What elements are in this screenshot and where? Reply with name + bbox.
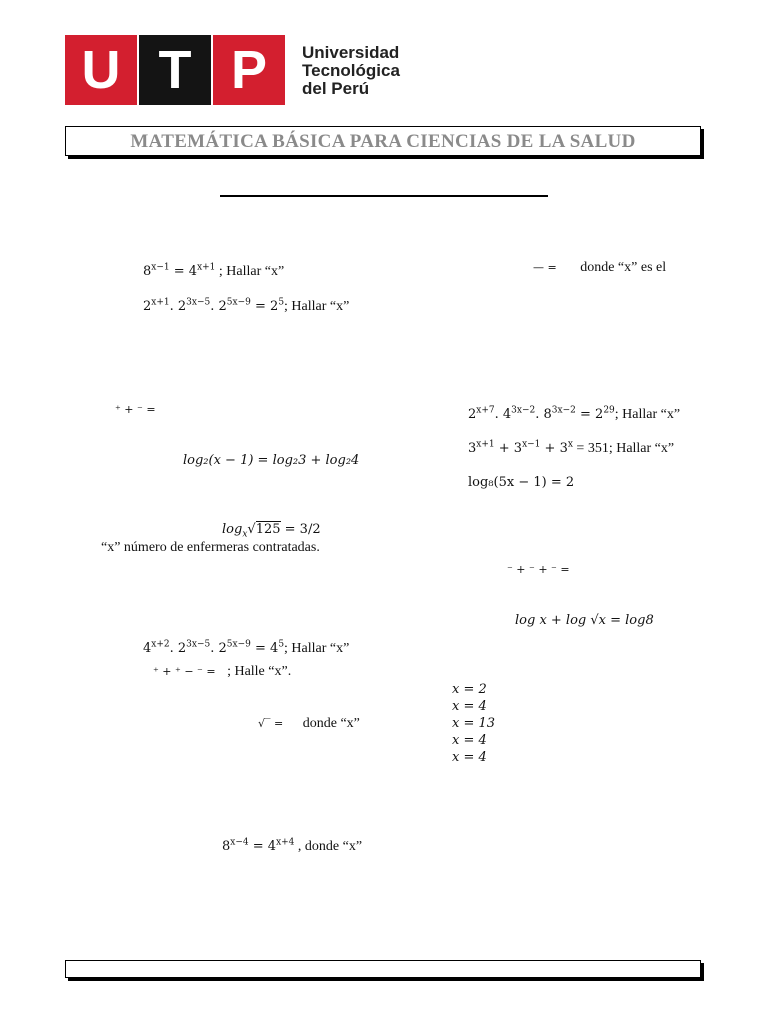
fragment-3: [258, 716, 360, 732]
eq5-b1: 2: [468, 407, 477, 422]
logo-letter-t: T: [139, 35, 211, 105]
eq3-e1: x+2: [151, 639, 170, 650]
eq3-e2: 3x−5: [186, 639, 211, 650]
fragment-top-tail: donde “x” es el: [580, 260, 667, 275]
eq6-b2: + 3: [494, 441, 523, 456]
eq3-b1: 4: [143, 641, 152, 656]
course-title: MATEMÁTICA BÁSICA PARA CIENCIAS DE LA SALUD: [130, 131, 636, 152]
eq6-tail: = 351; Hallar “x”: [572, 441, 675, 456]
fragment-4: ⁻ + ⁻ + ⁻ =: [507, 563, 570, 576]
fragment-top-right: [533, 260, 666, 276]
eq1-mid: = 4: [169, 264, 198, 279]
exercise-log3: log₈(5x − 1) = 2: [468, 475, 575, 490]
exercise-eq6: [468, 441, 674, 457]
footer-bar: [65, 960, 701, 978]
eq2-b2: . 2: [169, 299, 187, 314]
fragment-2-tail: ; Halle “x”.: [227, 664, 292, 679]
eq3-b2: . 2: [169, 641, 187, 656]
answer-list: [452, 681, 495, 766]
eq4-exp: x−4: [230, 837, 249, 848]
eq2-e3: 5x−9: [226, 297, 251, 308]
answer-item: x = 4: [452, 733, 487, 748]
eq5-e1: x+7: [476, 405, 495, 416]
fragment-top-symbols: — =: [533, 261, 557, 274]
eq2-e2: 3x−5: [186, 297, 211, 308]
eq1-exp2: x+1: [197, 262, 216, 273]
eq5-b4: = 2: [575, 407, 604, 422]
eq5-e3: 3x−2: [551, 405, 576, 416]
answer-item: x = 2: [452, 682, 487, 697]
eq4-tail: , donde “x”: [294, 839, 363, 854]
exercise-eq4: [222, 839, 362, 855]
eq6-b1: 3: [468, 441, 477, 456]
answer-item: x = 4: [452, 699, 487, 714]
exercise-log2: $\log_x√125 = 3/2$: [222, 522, 321, 540]
eq3-e3: 5x−9: [226, 639, 251, 650]
exercise-eq2: [143, 299, 349, 315]
eq2-e1: x+1: [151, 297, 170, 308]
logo-letter-p: P: [213, 35, 285, 105]
log2-radicand: 125: [255, 522, 281, 537]
eq2-e4: 5: [278, 297, 285, 308]
log2-sub: x: [242, 529, 248, 540]
eq3-b4: = 4: [250, 641, 279, 656]
answer-item: x = 4: [452, 750, 487, 765]
exercise-log1: log₂(x − 1) = log₂3 + log₂4: [183, 453, 360, 468]
fragment-2: [153, 664, 291, 680]
log2-base: log: [222, 522, 243, 537]
eq1-exp: x−1: [151, 262, 170, 273]
logo-letter-u: U: [65, 35, 137, 105]
course-title-bar: [65, 126, 701, 156]
eq4-base: 8: [222, 839, 231, 854]
eq3-e4: 5: [278, 639, 285, 650]
brand-line-1: Universidad: [302, 43, 400, 62]
heading-underline: [220, 195, 548, 197]
exercise-eq3: [143, 641, 349, 657]
eq5-tail: ; Hallar “x”: [614, 407, 681, 422]
eq4-exp2: x+4: [276, 837, 295, 848]
eq5-b2: . 4: [494, 407, 512, 422]
log2-tail: = 3/2: [280, 522, 321, 537]
fragment-2-symbols: ⁺ + ⁺ − ⁻ =: [153, 665, 216, 678]
eq1-tail: ; Hallar “x”: [215, 264, 285, 279]
eq2-tail: ; Hallar “x”: [284, 299, 350, 314]
exercise-eq5: [468, 407, 680, 423]
eq2-b3: . 2: [210, 299, 227, 314]
answer-item: x = 13: [452, 716, 496, 731]
brand-line-2: Tecnológica: [302, 61, 400, 80]
eq2-b4: = 2: [250, 299, 279, 314]
exercise-log4: log x + log √x = log8: [515, 613, 654, 628]
eq6-b3: + 3: [540, 441, 568, 456]
university-name: [302, 44, 400, 98]
eq3-tail: ; Hallar “x”: [284, 641, 350, 656]
eq6-e3: x: [567, 439, 573, 450]
eq3-b3: . 2: [210, 641, 227, 656]
nurses-text: “x” número de enfermeras contratadas.: [101, 540, 320, 555]
eq5-e2: 3x−2: [511, 405, 536, 416]
eq2-b1: 2: [143, 299, 152, 314]
exercise-eq1: [143, 264, 284, 280]
eq5-b3: . 8: [535, 407, 552, 422]
fragment-1: ⁺ + ⁻ =: [115, 403, 156, 416]
eq6-e2: x−1: [522, 439, 541, 450]
eq4-mid: = 4: [248, 839, 277, 854]
eq6-e1: x+1: [476, 439, 495, 450]
eq1-base: 8: [143, 264, 152, 279]
fragment-3-symbols: √‾ =: [258, 717, 284, 730]
fragment-3-tail: donde “x”: [302, 716, 360, 731]
brand-line-3: del Perú: [302, 79, 370, 98]
eq5-e4: 29: [603, 405, 615, 416]
